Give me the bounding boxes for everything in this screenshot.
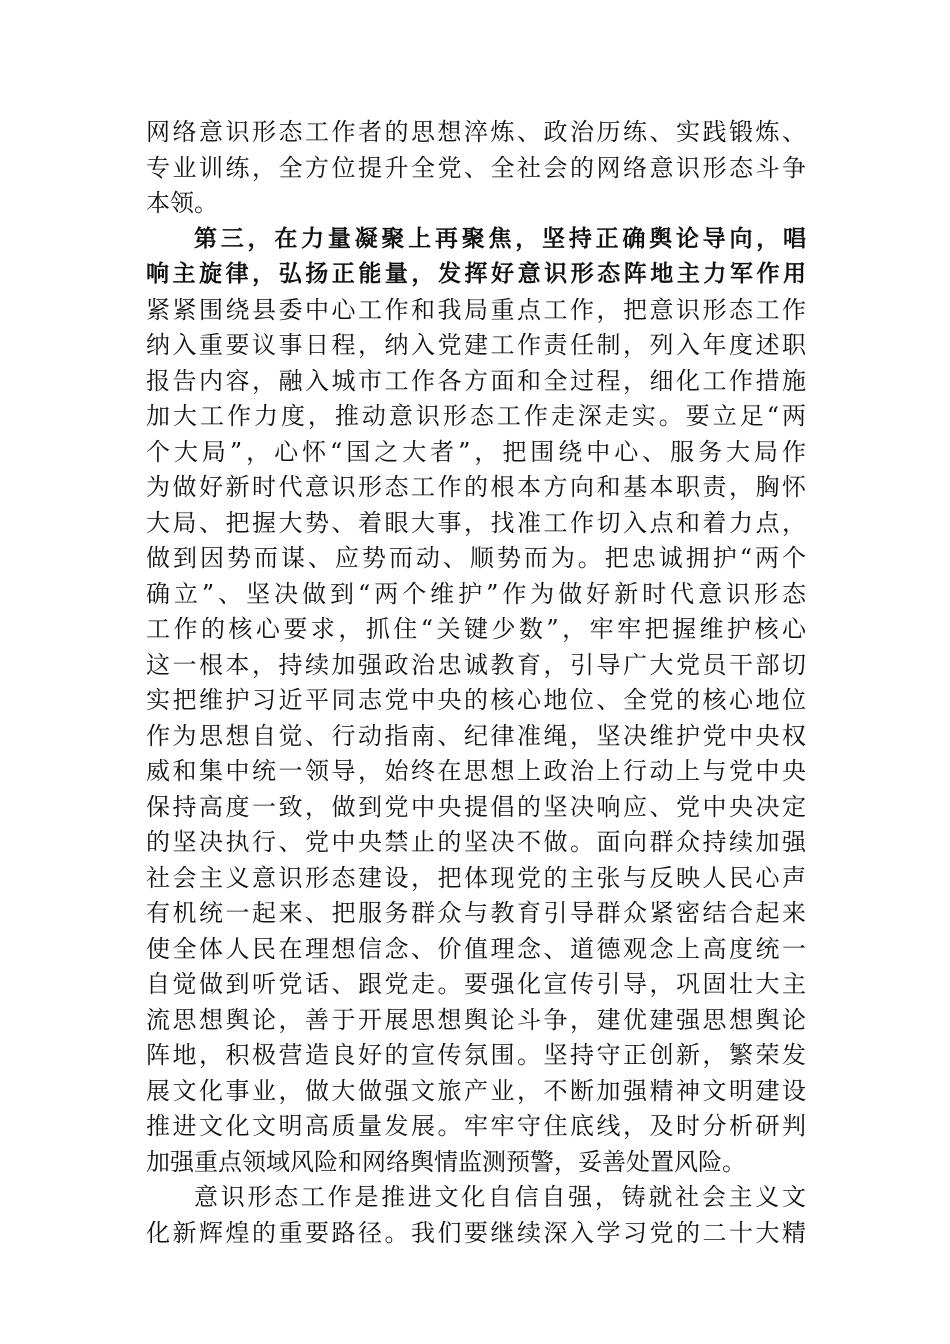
text-line: 专业训练，全方位提升全党、全社会的网络意识形态斗争 [146, 153, 806, 182]
text-line: 威和集中统一领导，始终在思想上政治上行动上与党中央 [146, 757, 806, 785]
section-heading-line: 第三，在力量凝聚上再聚焦，坚持正确舆论导向，唱 [194, 225, 806, 252]
text-line: 使全体人民在理想信念、价值理念、道德观念上高度统一 [146, 934, 806, 963]
text-line: 工作的核心要求，抓住“关键少数”，牢牢把握维护核心 [146, 615, 806, 643]
text-line: 加强重点领域风险和网络舆情监测预警，妥善处置风险。 [146, 1147, 746, 1176]
text-line: 网络意识形态工作者的思想淬炼、政治历练、实践锻炼、 [146, 118, 806, 146]
text-line: 紧紧围绕县委中心工作和我局重点工作，把意识形态工作 [146, 295, 806, 324]
text-line: 意识形态工作是推进文化自信自强，铸就社会主义文 [194, 1183, 806, 1211]
text-line: 化新辉煌的重要路径。我们要继续深入学习党的二十大精 [146, 1218, 806, 1247]
text-line: 自觉做到听党话、跟党走。要强化宣传引导，巩固壮大主 [146, 970, 806, 998]
body-text [146, 115, 806, 1251]
text-line: 有机统一起来、把服务群众与教育引导群众紧密结合起来 [146, 899, 806, 927]
text-line: 实把维护习近平同志党中央的核心地位、全党的核心地位 [146, 686, 806, 714]
text-line: 纳入重要议事日程，纳入党建工作责任制，列入年度述职 [146, 331, 806, 359]
text-line: 本领。 [146, 189, 218, 217]
text-line: 这一根本，持续加强政治忠诚教育，引导广大党员干部切 [146, 650, 806, 679]
text-line: 个大局”，心怀“国之大者”，把围绕中心、服务大局作 [146, 437, 806, 466]
text-line: 报告内容，融入城市工作各方面和全过程，细化工作措施 [146, 366, 806, 395]
text-line: 展文化事业，做大做强文旅产业，不断加强精神文明建设 [146, 1076, 806, 1105]
text-line: 保持高度一致，做到党中央提倡的坚决响应、党中央决定 [146, 792, 806, 821]
text-line: 作为思想自觉、行动指南、纪律准绳，坚决维护党中央权 [146, 721, 806, 750]
text-line: 为做好新时代意识形态工作的根本方向和基本职责，胸怀 [146, 473, 806, 501]
text-line: 大局、把握大势、着眼大事，找准工作切入点和着力点， [146, 508, 806, 537]
text-line: 的坚决执行、党中央禁止的坚决不做。面向群众持续加强 [146, 828, 806, 856]
text-line: 确立”、坚决做到“两个维护”作为做好新时代意识形态 [146, 579, 806, 608]
text-line: 做到因势而谋、应势而动、顺势而为。把忠诚拥护“两个 [146, 544, 806, 572]
text-line: 阵地，积极营造良好的宣传氛围。坚持守正创新，繁荣发 [146, 1041, 806, 1069]
text-line: 推进文化文明高质量发展。牢牢守住底线，及时分析研判 [146, 1112, 806, 1140]
text-line: 社会主义意识形态建设，把体现党的主张与反映人民心声 [146, 863, 806, 892]
text-line: 加大工作力度，推动意识形态工作走深走实。要立足“两 [146, 402, 806, 430]
text-line: 流思想舆论，善于开展思想舆论斗争，建优建强思想舆论 [146, 1005, 806, 1034]
section-heading-line: 响主旋律，弘扬正能量，发挥好意识形态阵地主力军作用 [146, 261, 806, 287]
